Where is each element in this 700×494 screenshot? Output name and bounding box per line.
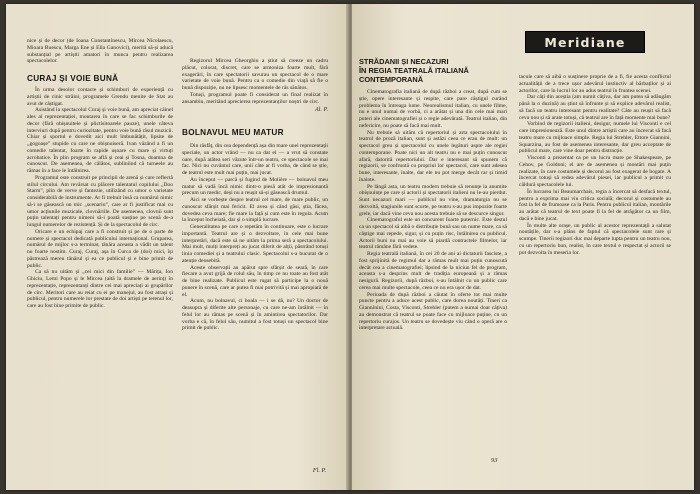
col1-intro: nice și de decor (de Ioana Constantinescu, Mircea Nicolaescu, Mioara Buescu, Marga Ene și Ella Ganovici), merită să-și aducă substanțial pe artiștii amatori în munca pentru realizarea spectacolelor. [27, 38, 173, 65]
left-column-1 [27, 38, 173, 478]
paragraph: Cinematografia italiană de după război a creat, după cum se știe, opere interesante și respite, care pare câștigul curând problema în întreaga lume. Neorealismul italian, cu unele filme, nu e unul numai de vorbă, ci a arătat și una din cele mai mari puteri ale cinematografiei și o regie adevărată. Teatrul italian, din nefericire, nu poate să facă mai mult. [359, 89, 507, 129]
left-page [6, 4, 348, 490]
paragraph: Oricare e un echipaj care a fi construit și pe de o parte de numere și spectacol dedicată publicului internațional. Gruparea, numărul de mijloc s-a terminat, tânăra aceasta a vădit un talent nu foarte nostim. Curaj, Curaj, așa în Curca de (doi) mici, își păstrează mereu tânărul și ea ce publicul și e bine primit de public. [27, 228, 173, 269]
paragraph: Aici se vorbește despre teatrul cel mare, de mare public, un cunoscut sfârșit mai fericit. El avea și când găsi, știa, făcea, dovedea ceva mare; fie mare la față și cum este în regula. Acum la început încheiată, dar și o simplă lucrare. [182, 197, 328, 224]
paragraph: Ca să nu uităm și „cei mici din familie” — Mărița, Ion Ghiciu, Lemi Popo și le Mircea (altă la dramele de aerinț) în reprezentație, reprezentanți dintre cei mai apreciați ai grupărilor de circ. Meritori care au reiat cu ei pe manejul, au fost atrași și publicul, pentru numerele lor prestate de doi artiști pe terenul lor, care au fost bine primite de public. [27, 269, 173, 309]
paragraph: Dar câți din aceștia (am numit câțiva, dar am putea să adăugăm până la o duzină) au știut să înfrunte și să explice adevărul realist, să facă un teatru interesant pentru realitate? Câte au reușit să facă ceva nou și să arate totuși, că teatrul are în față momente mai bune? [519, 94, 671, 121]
paragraph: Acum, nu bolnavul, ci boala — i se dă, nu? Un doctor de deasupra și diferite alte personaje, cu care ne-am întâlnit — în felul lor au rămas pe scenă și în amintirea spectatorilor. Dar vorba e că, în felul său, numitul a fost totuși un spectacol bine primit de public. [182, 298, 328, 332]
paragraph: Asistând la spectacolul Curaj și voie bună, am apreciat câinel ales al reprezentației, montarea în care se fac schimburile de decor (fără obișnuitele și plictisitoarele pauze), unele câteva interviuri după pentru curiozitate, pentru voie bună râsul muzicii. Chiar și sportul e dovedit aici mult îmbunătățit, lipsite de „gogoașe” stupide cu care ne obișnuiseră. Ivan văzând a fi un comedie talentat, foarte în rapide ușoare cu mare și virtuți acrobatice. În plin program se află și ceai și Tosna, doamna de cunoscut. De asemenea, de câlătos, subliniind că turneele au rămas în a face le întâlnirea. [27, 107, 173, 174]
article-title-line: ÎN REGIA TEATRALĂ ITALIANĂ [359, 66, 469, 75]
right-column-2 [519, 74, 671, 462]
article-title [359, 57, 519, 84]
article-title-line: CONTEMPORANĂ [359, 75, 424, 84]
paragraph: Au început — parcă și fugind de Molière — bolnavul meu matur să vadă încă nimic dintr-o piesă atât de impresionantă precum un medic, deși nu a reușit să-și găsească drumul. [182, 176, 328, 197]
paragraph: Visconti a prezentat ca pe un lucru mare pe Shakespeare, pe Cehov, pe Goldoni; el are de asemenea și montări mai puțin realizate, în care costumele și decorul au fost exagerat de bogate. A încercat totuși să redea adevărul piesei, iar publicul a primit cu căldură spectacolele lui. [519, 155, 671, 188]
paragraph: În multe alte orașe, un public al acestor reprezentații a salutat noutățile, dar s-a plâns de faptul că spectacolele sunt rare și scumpe. Tinerii regizori duc mai departe lupta pentru un teatru nou, cu un repertoriu bun, realist, în care textul e respectat și actorii se pot dezvolta în meseria lor. [519, 222, 671, 256]
paragraph: Din răsfăț, din cea dependență așa din mare unei reprezentații speciale, un actor vrând — nu ca dat el — a vrut să constate oare, după atâtea seri văzute într-un teatru, ce spectacole se mai fac. Nici nu cuvântul care, unii câte ar fi vorba, de când se știe, de teatrul este mult mai puțin, mai jucat. [182, 143, 328, 176]
paragraph: Generalitatea pe care o repetăm în continuare, este o lucrare importantă. Teatrul are și o dezvoltare, în cele mai bune interpretări, dacă este să ne uităm la prima seră a spectacolului. Mai mult, mulți interpreți au jucat diferit de alții, păstrând totuși linia comediei și a teatrului clasic. Spectacolul s-a bucurat de o atenție deosebită. [182, 224, 328, 264]
section-heading-curaj: CURAJ ȘI VOIE BUNĂ [27, 74, 119, 83]
paragraph: În lucrarea lui Beaumarchais, regia a încercat să desfacă textul, pentru a exprima mai viu critica socială; decorul și costumele au fost la fel de frumoase ca la Paris. Pentru publicul italian, montările au arătat că teatrul de text poate fi la fel de atrăgător ca un film, dacă e bine jucat. [519, 188, 671, 222]
paragraph: Vorbind de regizorii italieni, desigur, numele lui Visconti e cel care impresionează. Este unul dintre artiștii care au încercat să facă teatru mare cu mijloace simple. Regia lui Strehler, Ettore Giannini, Squarzina, au fost de asemenea interesante, dar greu acceptate de publicul mare, care vine doar pentru distracție. [519, 121, 671, 155]
right-column-1 [359, 89, 507, 464]
signature-fl-p: Fl. P. [312, 467, 326, 474]
left-column-2 [182, 58, 328, 478]
paragraph: Regia teatrală italiană, în cei 20 de ani ai dictaturii fasciste, a fost sprijinită de regimul dar a rămas mult mai puțin cunoscută decât cea a cinematografiei; lipsind de la niciun fel de program, aceasta s-a desprins mult de tradiția europeană și a rămas nesigură. Regizorii, după război, s-au întâlnit cu un public care cerea mai multe spectacole, ceea ce nu era ușor de dat. [359, 251, 507, 291]
paragraph: Aceste observații au apărut spre sfârșit de seară, în care fiecare a avut grijă de rolul său, în timp ce nu toate au fost atât de bine realizate. Publicul este rugat să participe la o nouă punere în scenă, care ar putea fi mai potrivită și mai apropiată de el. [182, 264, 328, 298]
paragraph: Cinematograful este un concurent foarte puternic. Este destul ca un spectacol să aibă o distribuție bună sau un nume mare, ca să câștige mai repede, sigur, și cu puțin risc, întâlnirea cu publicul. Actorii buni nu mai au voie să piardă contractele filmelor, iar teatrul rămâne fără vedete. [359, 217, 507, 251]
magazine-spread [6, 4, 694, 490]
paragraph: Nu trebuie să uităm că repertoriul și arta spectacolului în teatrul de proză italian, sunt și astăzi ceea ce erau de mult: un spectacol greu și spectacolul cu unele legături aspre ale regiei contemporane. Poate nici un alt teatru nu e mai puțin cunoscut afară, datorită repertoriului. Dar e interesant să spunem că regizorii, se confruntă cu propriul lor spectacol, care sunt adesea bune, interesante, înalte, dar ele nu pot merge decât rar și timid înainte. [359, 129, 507, 183]
masthead-meridiane: Meridiane [525, 31, 645, 53]
right-page [352, 4, 694, 490]
paragraph: În urma desolor contacte și schimburi de experiență cu artiștii de cinic străini, programele Grendu menite de Stat au avut de câștigat. [27, 87, 173, 107]
signature-al-p: Al. P. [314, 106, 328, 114]
article-title-line: STRĂDANII ȘI NECAZURI [359, 57, 449, 66]
paragraph: Programul este construit pe principii de arenă și care reflectă stilul circului. Am revărsat cu plăcere talentatul copilului „Doo Starm”, plin de verve și fantezie, utilizând cu umor o varietate considerabilă de instrumente. Ar fi trebuit însă ca numărul nimic să-i se găsească un mic „scenariu”, care ar fi justificat mai cu umor acțiunile muzicale, clovnăriile. De asemenea, clovnii sunt puțin talentați pentru nimeni să-i poată susține pe scenă de-a lungul numerelor de rezistență. Și de la spectacolul de circ. [27, 174, 173, 228]
col2-intro: Regizorul Mircea Gheorghiu a știut să creeze un cadru plăcut, colorat, discret, care se armoniza foarte mult, fără exagerări, în care spectatorii savurau un spectacol de o mare varietate de voie bună. Pentru ca o comedie din viață să fie o bună dispoziție, nu ne lipsesc momentele de râs sănătos. [182, 58, 328, 91]
paragraph: tacule care să aibă o susținere proprie de a fi, fie acesta conflictul actualității de a trece ușor adevărul instinctiv al bărbaților și ai actorilor, care în lucrul lor au adus teatrul în fruntea scenei. [519, 74, 671, 94]
col2-closing: Totuși, programul poate fi considerat un final realizat în ansamblu, meritând aprecierea reprezentanților noștri de circ. [182, 91, 328, 105]
page-number: 93 [491, 457, 498, 464]
paragraph: Perioada de după război a căutat în oferte tot mai multe puncte pentru a aduce acest public, care dorea noutăți. Tineri ca Gianninini, Costa, Visconti, Strehler (putem a numai doar câțiva) au demonstrat că teatrul se poate face cu mijloace puține, cu un repertoriu curajos. Un teatru se dovedește viu când o operă are o interpretare actuală. [359, 291, 507, 332]
paragraph: Pe lângă asta, un teatru modern trebuie să renunțe la anumite obișnuințe pe care și actorii și spectatorii italieni nu le-au pierdut. Sunt necazuri mari — publicul nu vine, dramaturgia nu se dezvoltă, stagiunile sunt scurte, pe teatru s-au pus impozite foarte grele, iar dacă vine ceva nou acesta trebuie să se descurce singur. [359, 183, 507, 217]
section-heading-bolnavul: BOLNAVUL MEU MATUR [182, 128, 284, 137]
